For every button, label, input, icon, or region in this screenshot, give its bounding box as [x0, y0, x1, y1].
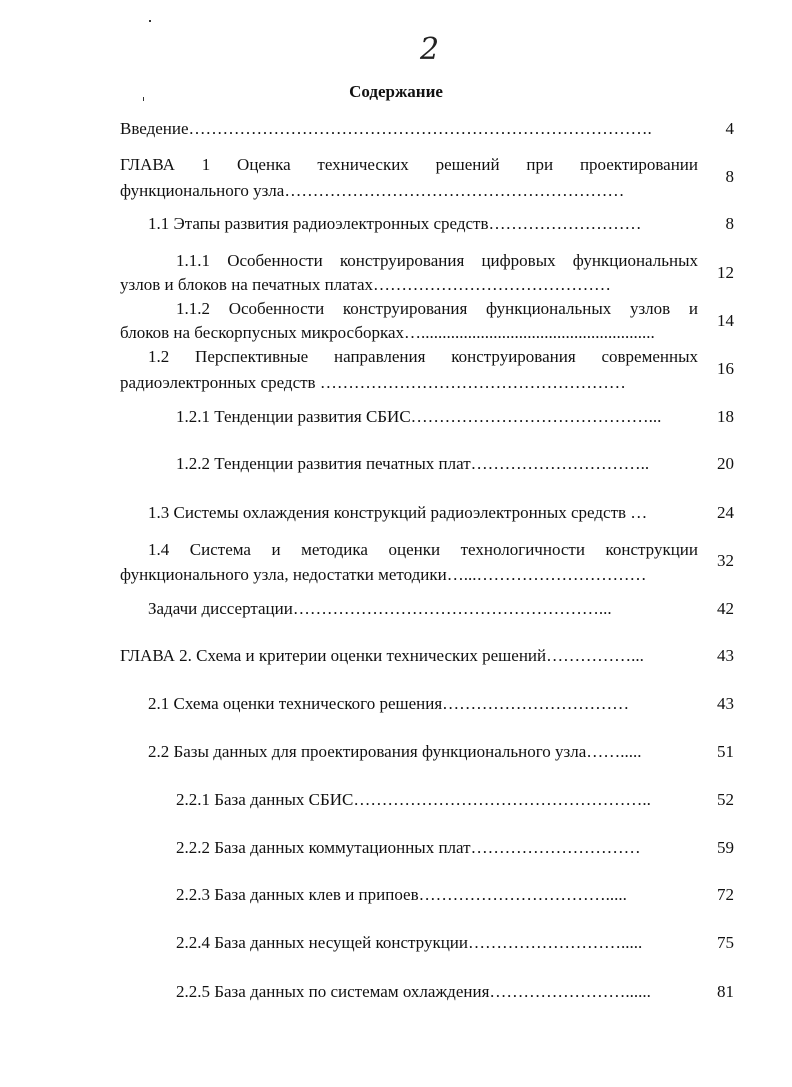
toc-entry-text: 1.3 Системы охлаждения конструкций радиоэлектронных средств …: [148, 503, 648, 522]
toc-entry-text: 2.2.3 База данных клев и припоев…………………………….....: [176, 885, 627, 904]
toc-entry-text: 2.2 Базы данных для проектирования функционального узла…….....: [148, 742, 642, 761]
contents-title: Содержание: [349, 82, 443, 101]
toc-entry-text: 1.2 Перспективные направления конструирования современных: [148, 347, 698, 366]
toc-page-number: 8: [725, 214, 734, 233]
scan-speck: [149, 20, 151, 22]
toc-entry-text: 2.2.2 База данных коммутационных плат…………………………: [176, 838, 641, 857]
toc-entry-text: 1.4 Система и методика оценки технологичности конструкции: [148, 540, 698, 559]
toc-page-number: 42: [717, 599, 734, 618]
toc-entry-text: Задачи диссертации………………………………………………...: [148, 599, 612, 618]
toc-page-number: 75: [717, 933, 734, 952]
toc-page-number: 81: [717, 982, 734, 1001]
toc-entry-text: 2.2.5 База данных по системам охлаждения……………………......: [176, 982, 651, 1001]
handwritten-page-number: 2: [420, 32, 440, 67]
toc-entry-text: 1.2.2 Тенденции развития печатных плат…………………………..: [176, 454, 650, 473]
toc-entry-continuation: радиоэлектронных средств ………………………………………………: [120, 373, 626, 392]
toc-page-number: 43: [717, 646, 734, 665]
toc-page-number: 72: [717, 885, 734, 904]
toc-page-number: 20: [717, 454, 734, 473]
toc-page-number: 59: [717, 838, 734, 857]
toc-page-number: 18: [717, 407, 734, 426]
toc-entry-continuation: узлов и блоков на печатных платах……………………………………: [120, 275, 612, 294]
toc-page-number: 12: [717, 263, 734, 282]
toc-entry-text: ГЛАВА 2. Схема и критерии оценки технических решений……………...: [120, 646, 644, 665]
toc-entry-text: 2.2.1 База данных СБИС……………………………………………..: [176, 790, 651, 809]
toc-entry-continuation: блоков на бескорпусных микросборках….......................................................: [120, 323, 655, 342]
toc-page-number: 4: [725, 119, 734, 138]
toc-entry-text: Введение……………………………………………………………………….: [120, 119, 652, 138]
toc-page-number: 51: [717, 742, 734, 761]
toc-entry-text: 1.2.1 Тенденции развития СБИС……………………………………...: [176, 407, 662, 426]
toc-entry-text: ГЛАВА 1 Оценка технических решений при проектировании: [120, 155, 698, 174]
toc-page-number: 14: [717, 311, 734, 330]
toc-entry-text: 2.2.4 База данных несущей конструкции……………………….....: [176, 933, 643, 952]
toc-entry-text: 1.1 Этапы развития радиоэлектронных средств………………………: [148, 214, 642, 233]
toc-entry-text: 1.1.2 Особенности конструирования функциональных узлов и: [176, 299, 698, 318]
toc-page-number: 16: [717, 359, 734, 378]
toc-entry-text: 2.1 Схема оценки технического решения……………………………: [148, 694, 630, 713]
toc-page-number: 52: [717, 790, 734, 809]
toc-page-number: 24: [717, 503, 734, 522]
toc-entry-text: 1.1.1 Особенности конструирования цифровых функциональных: [176, 251, 698, 270]
toc-entry-continuation: функционального узла……………………………………………………: [120, 181, 625, 200]
toc-page-number: 32: [717, 551, 734, 570]
toc-entry-continuation: функционального узла, недостатки методики…...…………………………: [120, 565, 647, 584]
toc-page-number: 43: [717, 694, 734, 713]
toc-page-number: 8: [725, 167, 734, 186]
